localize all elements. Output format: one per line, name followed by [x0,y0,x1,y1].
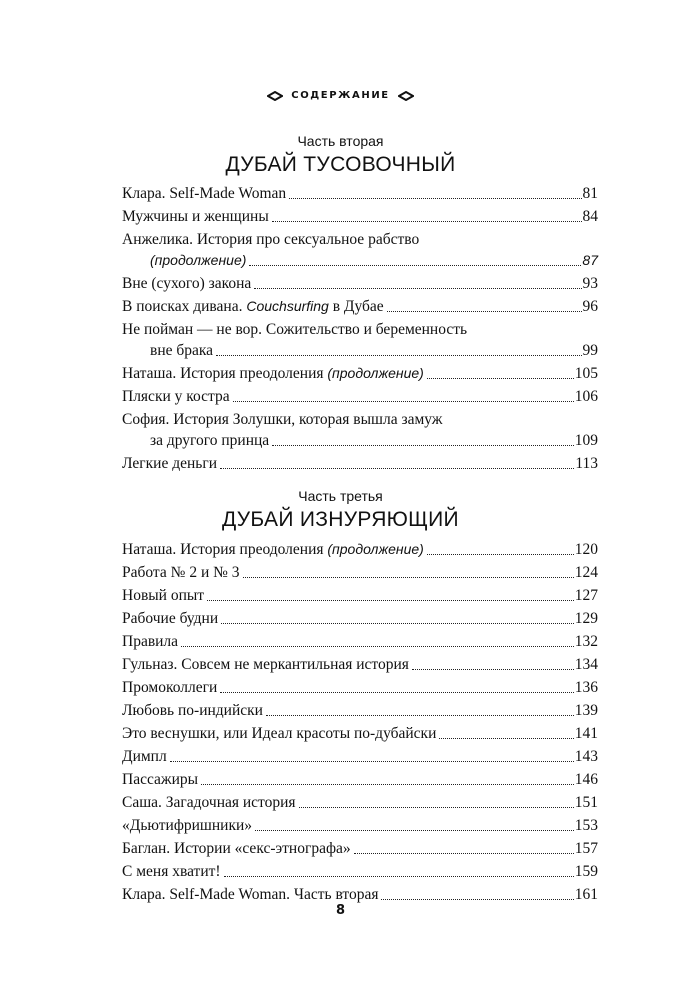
toc-part2 [122,183,598,476]
toc-entry-title [122,654,409,675]
toc-title-text: Пляски у костра [122,388,230,405]
toc-page-number: 136 [574,679,598,696]
toc-page-number: 161 [574,886,598,903]
toc-line [122,884,598,905]
toc-page-number: 134 [574,656,598,673]
toc-entry-title [122,838,351,859]
toc-line [122,631,598,652]
toc-page-number: 124 [574,564,598,581]
toc-line-continuation [122,340,598,361]
dot-leader [201,784,574,785]
toc-line [122,409,598,430]
toc-line [122,677,598,698]
dot-leader [224,876,574,877]
toc-page-number: 113 [575,455,598,472]
toc-page-number: 151 [574,794,598,811]
running-head-text: СОДЕРЖАНИЕ [291,90,390,101]
toc-entry-title [122,723,436,744]
toc-line [122,792,598,813]
toc-title-text: София. История Золушки, которая вышла замуж [122,411,443,428]
toc-title-text: Саша. Загадочная история [122,794,296,811]
toc-line [122,861,598,882]
toc-entry [122,319,598,363]
toc-entry [122,296,598,319]
toc-entry [122,815,598,838]
toc-title-italic: (продолжение) [327,541,424,557]
toc-entry-title [122,363,424,384]
toc-part3 [122,539,598,907]
toc-title-text: Наташа. История преодоления [122,365,328,382]
dot-leader [170,761,574,762]
dot-leader [299,807,574,808]
toc-title-text: Наташа. История преодоления [122,541,328,558]
toc-title-text: Правила [122,633,179,650]
toc-entry-title [122,861,221,882]
toc-entry-continuation: (продолжение) [150,252,247,268]
toc-title-tail: в Дубае [328,298,384,315]
toc-entry-continuation: вне брака [150,342,214,359]
part3-title: ДУБАЙ ИЗНУРЯЮЩИЙ [222,508,459,531]
toc-title-text: Мужчины и женщины [122,208,269,225]
toc-page-number: 146 [574,771,598,788]
toc-title-text: «Дьютифришники» [122,817,253,834]
toc-page-number: 105 [574,365,598,382]
toc-entry [122,631,598,654]
toc-entry-title [122,409,443,430]
toc-title-text: Анжелика. История про сексуальное рабство [122,231,420,248]
dot-leader [289,198,581,199]
toc-entry [122,677,598,700]
toc-line [122,746,598,767]
toc-entry-title [122,319,467,340]
toc-line-continuation [122,430,598,451]
dot-leader [427,378,574,379]
toc-entry-title [122,700,263,721]
toc-line [122,386,598,407]
toc-entry [122,409,598,453]
part2-title: ДУБАЙ ТУСОВОЧНЫЙ [225,153,456,176]
toc-entry-title [122,677,217,698]
toc-page-number: 141 [574,725,598,742]
toc-page-number: 157 [574,840,598,857]
toc-title-italic: (продолжение) [327,365,424,381]
toc-line [122,273,598,294]
toc-entry-title [122,769,198,790]
dot-leader [272,221,582,222]
toc-entry [122,608,598,631]
dot-leader [412,669,574,670]
toc-entry-title [122,296,384,317]
toc-entry [122,746,598,769]
dot-leader [354,853,574,854]
toc-line [122,453,598,474]
toc-entry [122,861,598,884]
toc-page-number: 96 [582,298,598,315]
toc-title-text: Любовь по-индийски [122,702,263,719]
running-head [0,90,681,101]
dot-leader [216,355,581,356]
toc-page-number: 159 [574,863,598,880]
toc-entry [122,792,598,815]
toc-page-number: 81 [582,185,598,202]
toc-entry [122,838,598,861]
toc-entry-title [122,273,251,294]
toc-entry-title [122,453,217,474]
toc-entry [122,723,598,746]
toc-line [122,723,598,744]
toc-page-number: 132 [574,633,598,650]
dot-leader [243,577,574,578]
toc-title-text: Гульназ. Совсем не меркантильная история [122,656,409,673]
toc-entry [122,585,598,608]
toc-page-number: 84 [582,208,598,225]
toc-page-number: 99 [582,342,598,359]
toc-entry-title [122,746,167,767]
toc-line [122,608,598,629]
toc-title-text: В поисках дивана. [122,298,247,315]
toc-title-text: Новый опыт [122,587,205,604]
toc-page-number: 143 [574,748,598,765]
toc-line [122,585,598,606]
toc-line [122,183,598,204]
toc-line [122,838,598,859]
toc-entry-title [122,815,252,836]
toc-entry [122,386,598,409]
part3-label: Часть третья [298,488,383,504]
toc-line [122,769,598,790]
toc-entry [122,769,598,792]
toc-page-number: 87 [582,252,598,268]
toc-entry [122,700,598,723]
toc-line [122,654,598,675]
toc-entry [122,654,598,677]
dot-leader [381,899,573,900]
toc-line [122,562,598,583]
toc-page-number: 120 [574,541,598,558]
dot-leader [233,401,574,402]
toc-page-number: 93 [582,275,598,292]
toc-line [122,539,598,560]
toc-page-number: 129 [574,610,598,627]
toc-entry-title [122,562,240,583]
toc-title-text: С меня хватит! [122,863,221,880]
toc-line [122,363,598,384]
toc-title-text: Рабочие будни [122,610,219,627]
toc-line-continuation [122,250,598,271]
toc-title-text: Вне (сухого) закона [122,275,252,292]
toc-entry-title [122,884,378,905]
toc-title-text: Это веснушки, или Идеал красоты по-дубайски [122,725,437,742]
dot-leader [272,445,574,446]
toc-line [122,700,598,721]
dot-leader [439,738,573,739]
toc-entry-title [122,585,204,606]
toc-title-text: Не пойман — не вор. Сожительство и беременность [122,321,468,338]
part2-label: Часть вторая [297,133,384,149]
toc-title-text: Работа № 2 и № 3 [122,564,240,581]
toc-entry [122,453,598,476]
toc-title-text: Клара. Self-Made Woman [122,185,287,202]
toc-title-text: Клара. Self-Made Woman. Часть вторая [122,886,379,903]
dot-leader [207,600,574,601]
toc-page-number: 109 [574,432,598,449]
toc-entry-title [122,183,286,204]
toc-line [122,815,598,836]
dot-leader [181,646,574,647]
toc-title-text: Легкие деньги [122,455,218,472]
toc-line [122,296,598,317]
toc-title-italic: Couchsurfing [246,298,329,314]
toc-line [122,206,598,227]
dot-leader [249,265,581,266]
toc-entry [122,539,598,562]
toc-entry [122,206,598,229]
page-number: 8 [335,903,346,918]
diamond-ornament-left-icon [267,91,283,101]
toc-page-number: 153 [574,817,598,834]
toc-entry-title [122,229,419,250]
toc-entry-continuation: за другого принца [150,432,270,449]
toc-entry-title [122,206,269,227]
toc-title-text: Промоколлеги [122,679,218,696]
toc-title-text: Пассажиры [122,771,199,788]
dot-leader [220,468,574,469]
dot-leader [221,623,574,624]
toc-entry [122,562,598,585]
toc-title-text: Димпл [122,748,167,765]
toc-entry [122,363,598,386]
toc-line [122,229,598,250]
toc-entry [122,183,598,206]
toc-entry-title [122,792,296,813]
toc-title-text: Баглан. Истории «секс-этнографа» [122,840,351,857]
toc-entry-title [122,631,178,652]
toc-entry-title [122,608,218,629]
toc-entry [122,229,598,273]
dot-leader [387,311,582,312]
dot-leader [427,554,574,555]
toc-entry-title [122,539,424,560]
dot-leader [255,830,574,831]
toc-line [122,319,598,340]
toc-entry-title [122,386,230,407]
toc-page-number: 106 [574,388,598,405]
dot-leader [254,288,581,289]
dot-leader [266,715,574,716]
toc-page-number: 127 [574,587,598,604]
toc-page-number: 139 [574,702,598,719]
dot-leader [220,692,574,693]
toc-entry [122,273,598,296]
diamond-ornament-right-icon [398,91,414,101]
